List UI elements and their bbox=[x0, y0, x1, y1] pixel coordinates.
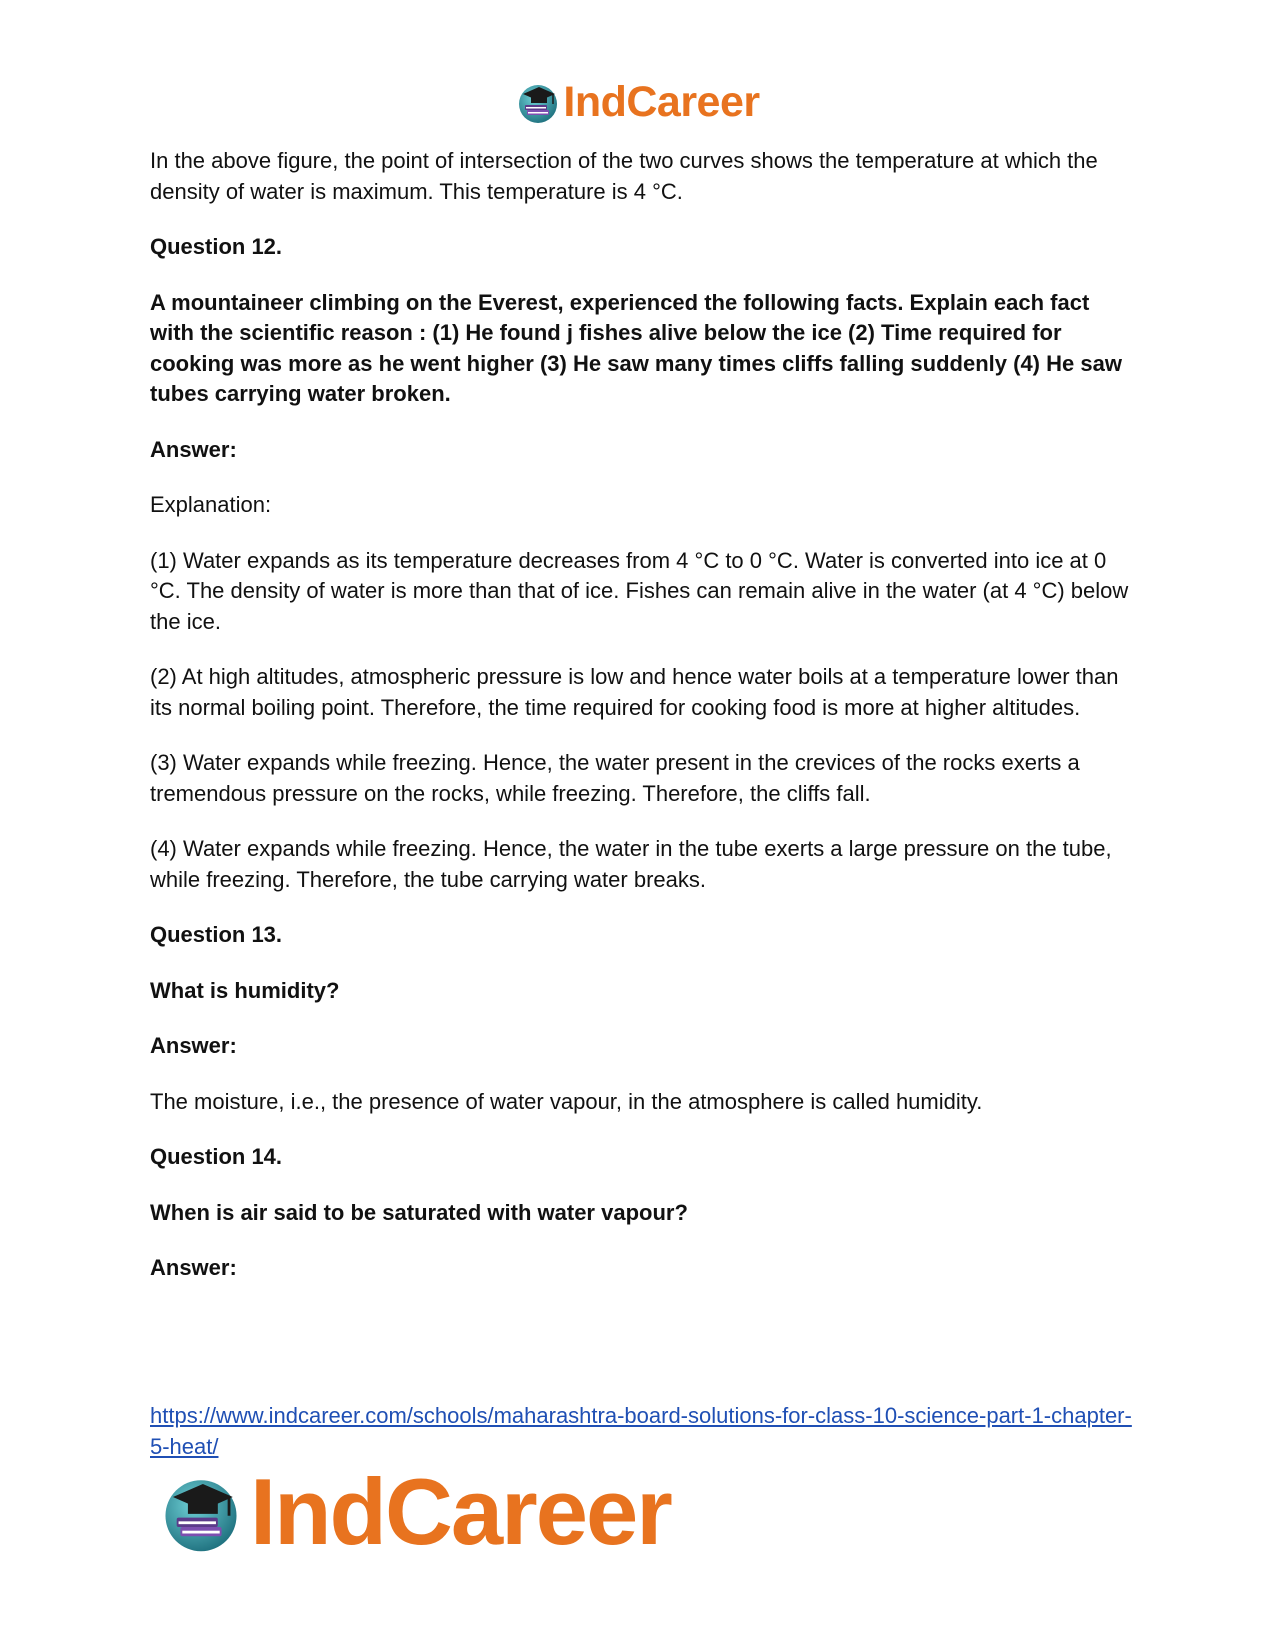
heading-paragraph: A mountaineer climbing on the Everest, experienced the following facts. Explain each fact with the scientific reason : (1) He found j fishes alive below the ice (2) Time required for cooking was more as he went higher (3) He saw many times cliffs falling suddenly (4) He saw tubes carrying water broken. bbox=[150, 289, 1122, 406]
heading-paragraph: Answer: bbox=[150, 1033, 237, 1058]
text-paragraph: (4) Water expands while freezing. Hence, the water in the tube exerts a large pressure on the tube, while freezing. Therefore, the tube carrying water breaks. bbox=[150, 836, 1112, 892]
heading-paragraph: Answer: bbox=[150, 436, 237, 462]
text-paragraph: (1) Water expands as its temperature decreases from 4 °C to 0 °C. Water is converted into ice at 0 °C. The density of water is more than that of ice. Fishes can remain alive in the water (at 4 °C) below the ice. bbox=[150, 547, 1129, 634]
source-link[interactable]: https://www.indcareer.com/schools/maharashtra-board-solutions-for-class-10-science-part-1-chapter-5-heat/ bbox=[150, 1403, 1132, 1459]
heading-paragraph: When is air said to be saturated with water vapour? bbox=[150, 1199, 688, 1225]
graduation-cap-book-globe-icon bbox=[158, 1469, 244, 1555]
text-paragraph: Explanation: bbox=[150, 492, 272, 517]
text-paragraph: (3) Water expands while freezing. Hence, the water present in the crevices of the rocks exerts a tremendous pressure on the rocks, while freezing. Therefore, the cliffs fall. bbox=[150, 750, 1080, 806]
document-body bbox=[150, 146, 1130, 1309]
text-paragraph: In the above figure, the point of intersection of the two curves shows the temperature at which the density of water is maximum. This temperature is 4 °C. bbox=[150, 148, 1098, 204]
heading-paragraph: What is humidity? bbox=[150, 977, 340, 1003]
footer-link-block bbox=[150, 1401, 1140, 1462]
text-paragraph: The moisture, i.e., the presence of water vapour, in the atmosphere is called humidity. bbox=[150, 1088, 983, 1114]
graduation-cap-book-globe-icon bbox=[515, 79, 561, 125]
heading-paragraph: Question 13. bbox=[150, 922, 283, 947]
heading-paragraph: Answer: bbox=[150, 1255, 237, 1280]
brand-name-large: IndCareer bbox=[250, 1459, 671, 1564]
header-logo bbox=[0, 78, 1275, 126]
heading-paragraph: Question 12. bbox=[150, 234, 283, 259]
heading-paragraph: Question 14. bbox=[150, 1144, 283, 1169]
text-paragraph: (2) At high altitudes, atmospheric pressure is low and hence water boils at a temperature lower than its normal boiling point. Therefore, the time required for cooking food is more at higher altitudes. bbox=[150, 664, 1119, 720]
brand-name: IndCareer bbox=[563, 78, 760, 126]
footer-logo bbox=[158, 1459, 671, 1564]
